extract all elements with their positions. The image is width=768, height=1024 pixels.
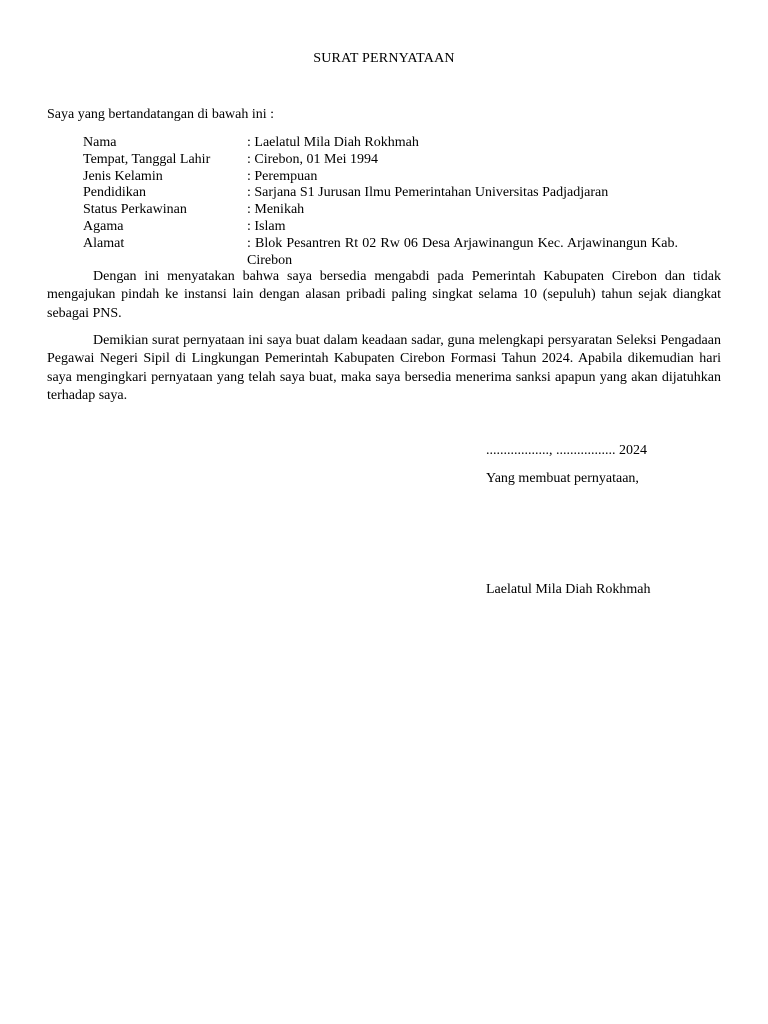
field-value: : Blok Pesantren Rt 02 Rw 06 Desa Arjawinangun Kec. Arjawinangun Kab. Cirebon: [247, 235, 678, 268]
field-row-alamat: [83, 236, 678, 270]
field-value: : Islam: [247, 218, 286, 234]
field-label: Alamat: [83, 235, 125, 251]
intro-text: Saya yang bertandatangan di bawah ini :: [47, 107, 275, 122]
closing-paragraph: Demikian surat pernyataan ini saya buat dalam keadaan sadar, guna melengkapi persyaratan Seleksi Pengadaan Pegawai Negeri Sipil di Lingkungan Pemerintah Kabupaten Cirebon Formasi Tahun 2024. Apabila dikemudian hari saya mengingkari pernyataan yang telah saya buat, maka saya bersedia menerima sanksi apapun yang akan dijatuhkan terhadap saya.: [47, 333, 721, 403]
field-row-pendidikan: [83, 185, 678, 202]
field-label: Status Perkawinan: [83, 202, 187, 218]
signature-date-line: .................., ................. 2024: [486, 443, 647, 458]
field-row-status-perkawinan: [83, 202, 678, 219]
field-row-jenis-kelamin: [83, 169, 678, 186]
field-value: : Laelatul Mila Diah Rokhmah: [247, 135, 419, 150]
field-value: : Menikah: [247, 202, 305, 218]
field-row-agama: [83, 219, 678, 236]
field-label: Pendidikan: [83, 185, 146, 201]
field-label: Agama: [83, 218, 124, 234]
document-title: SURAT PERNYATAAN: [313, 51, 455, 66]
field-row-tempat-tanggal-lahir: [83, 152, 678, 169]
identity-fields: [83, 135, 678, 269]
signature-maker-label: Yang membuat pernyataan,: [486, 471, 639, 486]
field-label: Tempat, Tanggal Lahir: [83, 151, 211, 167]
field-row-nama: [83, 135, 678, 152]
field-value: : Cirebon, 01 Mei 1994: [247, 151, 379, 167]
field-label: Nama: [83, 135, 117, 150]
statement-paragraph: Dengan ini menyatakan bahwa saya bersedia mengabdi pada Pemerintah Kabupaten Cirebon dan tidak mengajukan pindah ke instansi lain dengan alasan pribadi paling singkat selama 10 (sepuluh) tahun sejak diangkat sebagai PNS.: [47, 269, 721, 321]
field-value: : Sarjana S1 Jurusan Ilmu Pemerintahan Universitas Padjadjaran: [247, 185, 609, 201]
signature-name: Laelatul Mila Diah Rokhmah: [486, 582, 651, 597]
field-value: : Perempuan: [247, 168, 318, 184]
field-label: Jenis Kelamin: [83, 168, 163, 184]
